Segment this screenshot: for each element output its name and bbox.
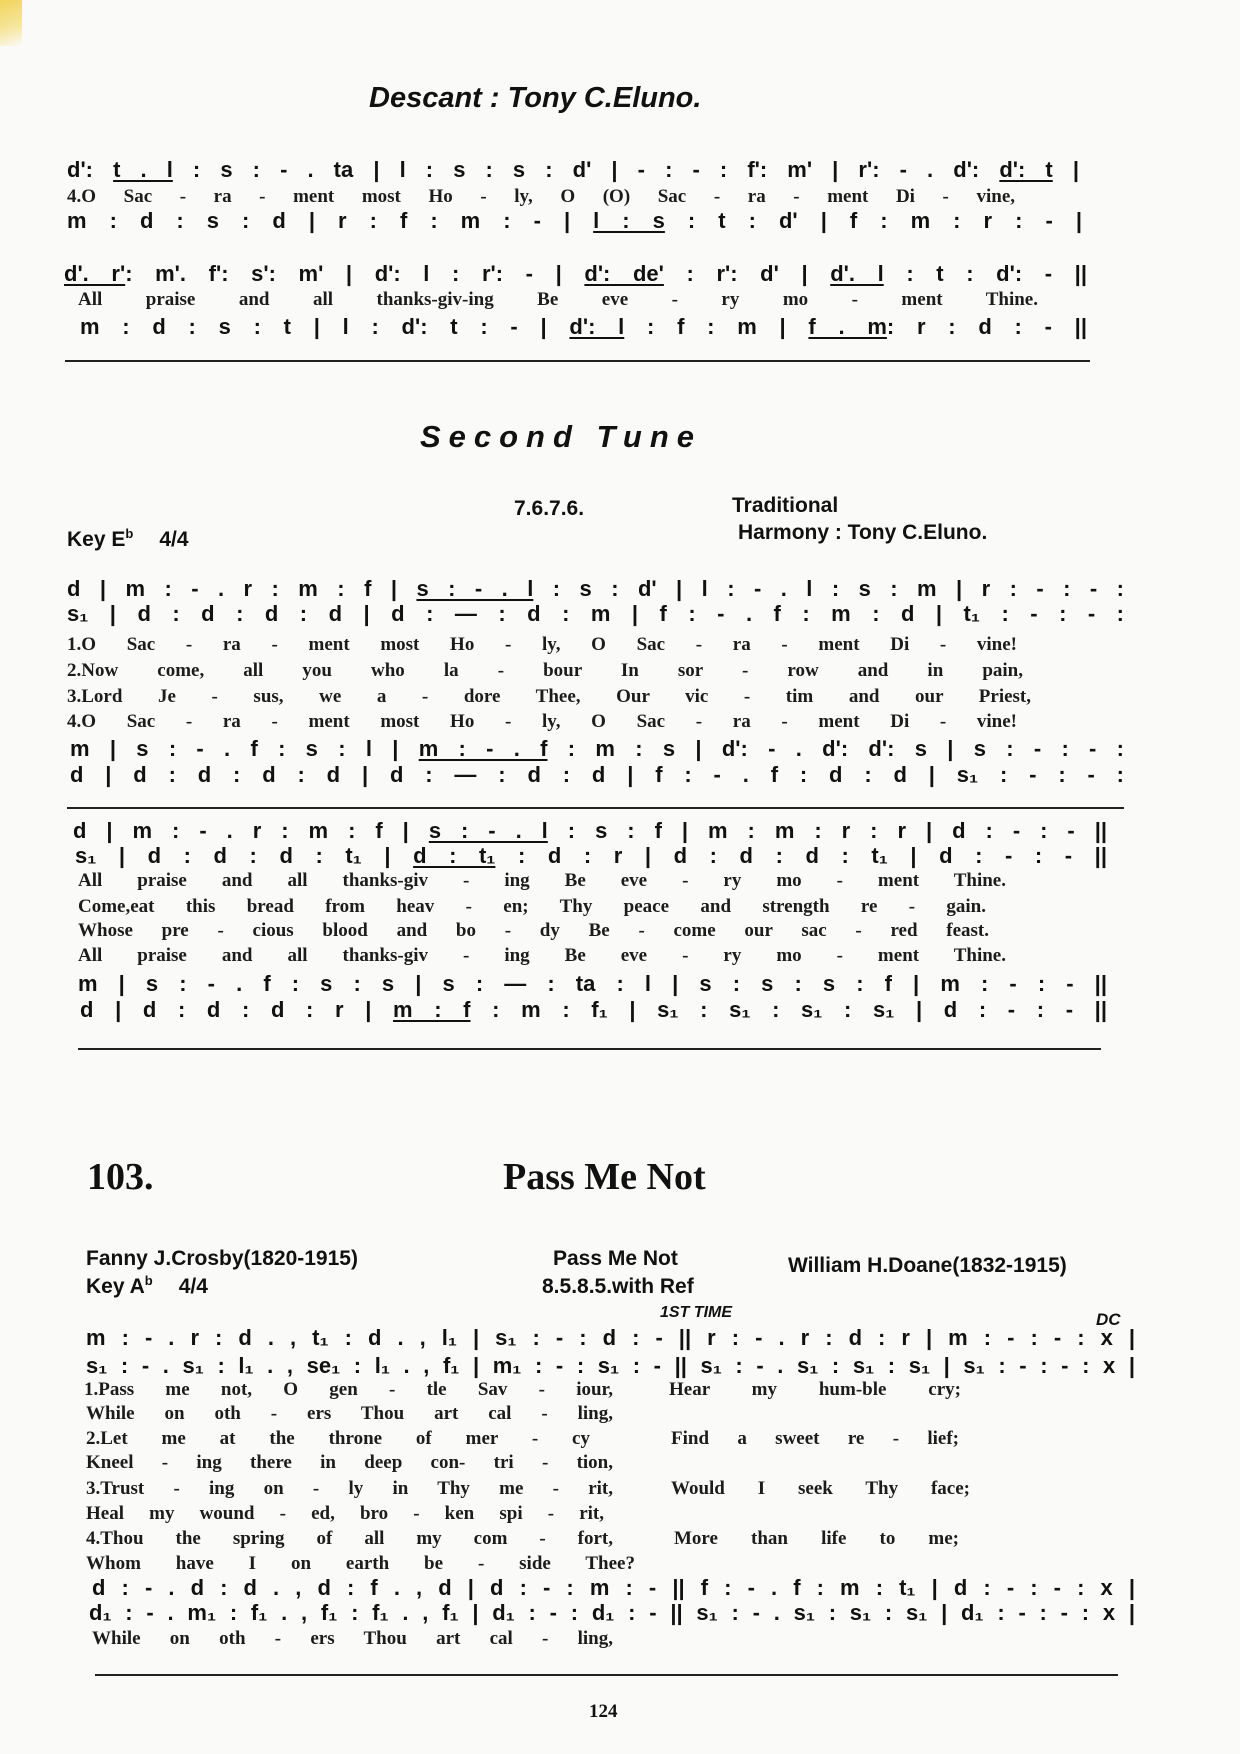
hymn-number: 103. — [87, 1156, 154, 1198]
hymn-alto-line — [86, 1353, 1135, 1379]
system-divider — [67, 807, 1124, 809]
hymn-lyric-line-3: 2.Let me at the throne of mer - cy — [86, 1428, 590, 1449]
note-group: d | m : - . r : m : f | — [73, 818, 429, 843]
second-tune-harmony: Harmony : Tony C.Eluno. — [738, 521, 988, 544]
second-tune-1-verse-2: 2.Now come, all you who la - bour In sor - row and in pain, — [67, 660, 1023, 681]
second-tune-source: Traditional — [732, 494, 839, 517]
note-group: m | s : - . f : s : l | — [70, 736, 419, 761]
hymn-refrain-line-7: More than life to me; — [674, 1528, 959, 1549]
second-tune-1-verse-3: 3.Lord Je - sus, we a - dore Thee, Our vic - tim and our Priest, — [67, 686, 1031, 707]
hymn-lyric-line-1: 1.Pass me not, O gen - tle Sav - iour, — [84, 1379, 613, 1400]
hymn-refrain-line-5: Would I seek Thy face; — [671, 1478, 970, 1499]
underlined-note-group: d'. r' — [64, 261, 126, 286]
underlined-note-group: d': l — [569, 314, 625, 339]
second-tune-1-verse-4: 4.O Sac - ra - ment most Ho - ly, O Sac - ra - ment Di - vine! — [67, 711, 1017, 732]
note-group: d₁ : - . m₁ : f₁ . , f₁ : f₁ . , f₁ | d₁ : - : d₁ : - || s₁ : - . s₁ : s₁ : s₁ | d₁ : - : - : x | — [89, 1600, 1135, 1625]
first-time-marker: 1ST TIME — [660, 1304, 733, 1321]
note-group: : m : f₁ | s₁ : s₁ : s₁ : s₁ | d : - : - || — [470, 997, 1107, 1022]
note-group: s₁ : - . s₁ : l₁ . , se₁ : l₁ . , f₁ | m₁ : - : s₁ : - || s₁ : - . s₁ : s₁ : s₁ | s₁ : - : - : x | — [86, 1353, 1135, 1378]
key-accidental: b — [125, 526, 134, 541]
underlined-note-group: d': t — [999, 157, 1053, 182]
dc-marker: DC — [1096, 1310, 1121, 1329]
note-group: : d : r | d : d : d : t₁ | d : - : - || — [495, 843, 1107, 868]
note-group: : s : f | m : m : r : r | d : - : - || — [547, 818, 1108, 843]
hymn-key — [86, 1275, 208, 1299]
note-group: d': — [67, 157, 114, 182]
second-tune-2-bass-line — [80, 997, 1107, 1023]
hymn-meter: 8.5.8.5.with Ref — [542, 1275, 694, 1298]
second-tune-2-soprano-line — [73, 818, 1107, 844]
descant-system-1-lower-line — [67, 208, 1082, 234]
page-number: 124 — [589, 1701, 618, 1722]
note-group: m : d : s : t | l : d': t : - | — [80, 314, 570, 339]
time-signature: 4/4 — [159, 528, 189, 551]
descant-system-2-upper-line — [64, 261, 1087, 287]
hymn-lyric-line-2: While on oth - ers Thou art cal - ling, — [86, 1403, 613, 1424]
note-group: : s : d' | l : - . l : s : m | r : - : - : — [533, 576, 1125, 601]
second-tune-1-tenor-line — [70, 736, 1124, 762]
second-tune-1-bass-line — [70, 762, 1124, 788]
second-tune-1-alto-line — [67, 601, 1124, 627]
key-label: Key E — [67, 528, 126, 551]
underlined-note-group: d : t₁ — [413, 843, 496, 868]
hymn-author: Fanny J.Crosby(1820-1915) — [86, 1247, 358, 1270]
note-group: s₁ | d : d : d : t₁ | — [75, 843, 414, 868]
note-group: : r : d : - || — [886, 314, 1087, 339]
second-tune-2-alto-line — [75, 843, 1107, 869]
hymn-lyric-continuation: While on oth - ers Thou art cal - ling, — [92, 1628, 613, 1649]
hymn-title: Pass Me Not — [503, 1156, 706, 1198]
second-tune-meter: 7.6.7.6. — [514, 497, 585, 520]
underlined-note-group: t . l — [113, 157, 173, 182]
hymn-bass-line — [89, 1600, 1135, 1626]
note-group: d | d : d : d : r | — [80, 997, 394, 1022]
underlined-note-group: m : - . f — [418, 736, 548, 761]
hymn-lyric-line-4: Kneel - ing there in deep con- tri - tion, — [86, 1452, 613, 1473]
second-tune-2-verse-1: All praise and all thanks-giv - ing Be eve - ry mo - ment Thine. — [78, 870, 1006, 891]
note-group: m | s : - . f : s : s | s : — : ta : l | s : s : s : f | m : - : - || — [78, 971, 1107, 996]
hymn-composer: William H.Doane(1832-1915) — [788, 1254, 1067, 1277]
note-group: : t : d': - || — [883, 261, 1087, 286]
note-group: : f : m | — [624, 314, 809, 339]
descant-title: Descant : Tony C.Eluno. — [369, 82, 702, 114]
footer-divider — [95, 1674, 1118, 1676]
second-tune-2-verse-2: Come,eat this bread from heav - en; Thy peace and strength re - gain. — [78, 896, 986, 917]
hymn-soprano-line — [86, 1325, 1135, 1351]
underlined-note-group: f . m — [808, 314, 887, 339]
underlined-note-group: m : f — [393, 997, 471, 1022]
second-tune-2-verse-4: All praise and all thanks-giv - ing Be eve - ry mo - ment Thine. — [78, 945, 1006, 966]
note-group: d | m : - . r : m : f | — [67, 576, 417, 601]
descant-system-2-lyrics: All praise and all thanks-giv-ing Be eve - ry mo - ment Thine. — [78, 289, 1038, 310]
underlined-note-group: s : - . l — [416, 576, 534, 601]
note-group: m : - . r : d . , t₁ : d . , l₁ | s₁ : - : d : - || r : - . r : d : r | m : - : - : x | — [86, 1325, 1135, 1350]
hymn-lyric-line-8: Whom have I on earth be - side Thee? — [86, 1553, 635, 1574]
descant-system-2-lower-line — [80, 314, 1087, 340]
hymn-refrain-line-1: Hear my hum-ble cry; — [669, 1379, 961, 1400]
note-group: : m : s | d': - . d': d': s | s : - : - : — [547, 736, 1125, 761]
section-divider — [78, 1048, 1101, 1050]
key-label: Key A — [86, 1275, 145, 1298]
note-group: | — [1052, 157, 1080, 182]
hymn-lyric-line-7: 4.Thou the spring of all my com - fort, — [86, 1528, 613, 1549]
underlined-note-group: s : - . l — [428, 818, 548, 843]
key-accidental: b — [144, 1273, 153, 1288]
underlined-note-group: l : s — [593, 208, 665, 233]
note-group: : r': d' | — [663, 261, 831, 286]
second-tune-title: Second Tune — [419, 419, 703, 454]
note-group: d | d : d : d : d | d : — : d : d | f : - . f : d : d | s₁ : - : - : — [70, 762, 1124, 787]
time-signature: 4/4 — [178, 1275, 208, 1298]
note-group: m : d : s : d | r : f : m : - | — [67, 208, 594, 233]
note-group: d : - . d : d . , d : f . , d | d : - : m : - || f : - . f : m : t₁ | d : - : - : x | — [92, 1575, 1135, 1600]
section-divider — [65, 360, 1090, 362]
note-group: s₁ | d : d : d : d | d : — : d : m | f : - . f : m : d | t₁ : - : - : — [67, 601, 1124, 626]
second-tune-1-verse-1: 1.O Sac - ra - ment most Ho - ly, O Sac - ra - ment Di - vine! — [67, 634, 1017, 655]
hymn-lyric-line-5: 3.Trust - ing on - ly in Thy me - rit, — [86, 1478, 613, 1499]
note-group: : t : d' | f : m : r : - | — [664, 208, 1082, 233]
tape-mark — [0, 0, 22, 46]
second-tune-2-tenor-line — [78, 971, 1107, 997]
underlined-note-group: d': de' — [584, 261, 664, 286]
second-tune-1-soprano-line — [67, 576, 1124, 602]
descant-system-1-upper-line — [67, 157, 1079, 183]
second-tune-2-verse-3: Whose pre - cious blood and bo - dy Be - come our sac - red feast. — [78, 920, 989, 941]
hymn-lyric-line-6: Heal my wound - ed, bro - ken spi - rit, — [86, 1503, 604, 1524]
descant-system-1-lyrics: 4.O Sac - ra - ment most Ho - ly, O (O) Sac - ra - ment Di - vine, — [67, 186, 1015, 207]
hymn-tune-name: Pass Me Not — [553, 1247, 678, 1270]
hymn-refrain-line-3: Find a sweet re - lief; — [671, 1428, 959, 1449]
hymn-tenor-line — [92, 1575, 1135, 1601]
second-tune-key — [67, 528, 189, 552]
note-group: : m'. f': s': m' | d': l : r': - | — [125, 261, 585, 286]
note-group: : s : - . ta | l : s : s : d' | - : - : f': m' | r': - . d': — [172, 157, 1000, 182]
underlined-note-group: d'. l — [830, 261, 884, 286]
